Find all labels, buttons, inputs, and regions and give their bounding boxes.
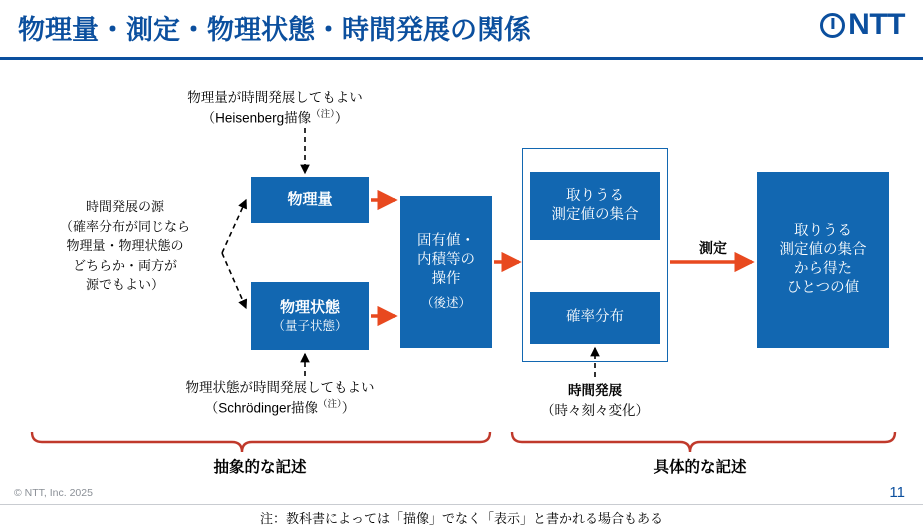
footer-divider [0,504,923,505]
heisenberg-caption-line2: （Heisenberg描像$^{(注)}$） [201,109,349,126]
heisenberg-caption [150,88,400,129]
box-operations-sub: （後述） [420,296,471,311]
box-physical-state-label: 物理状態 [279,298,340,316]
box-operations [400,196,492,348]
box-physical-state-sub: （量子状態） [272,318,348,333]
source-line3: 物理量・物理状態の [66,238,184,253]
footnote-text: 注：教科書によっては「描像」でなく「表示」と書かれる場合もある [259,511,663,526]
box-measurement-result-line1: 取りうる [794,222,852,239]
source-line1: 時間発展の源 [85,199,164,214]
page-title: 物理量・測定・物理状態・時間発展の関係 [18,15,531,45]
box-observable-label: 物理量 [287,191,333,209]
schrodinger-footnote-marker: （注） [318,399,342,411]
box-measurement-result-line2: 測定値の集合 [779,241,867,258]
time-evolution-caption [520,381,670,422]
time-evolution-source-caption [30,197,220,295]
heisenberg-caption-line1: 物理量が時間発展してもよい [187,90,363,105]
box-probability-distribution [530,292,660,344]
box-operations-line3: 操作 [431,271,461,288]
box-probability-distribution-label: 確率分布 [566,309,624,326]
time-evolution-title: 時間発展 [568,383,622,398]
schrodinger-caption-line2: （Schrödinger描像$^{(注)}$） [204,399,356,416]
time-evolution-sub: （時々刻々変化） [541,403,649,419]
header-divider [0,57,923,60]
page-number: 11 [889,484,905,501]
box-physical-state [251,282,369,350]
measurement-arrow-label: 測定 [699,240,727,256]
heisenberg-footnote-marker: （注） [311,109,335,121]
box-value-set [530,172,660,240]
box-operations-line1: 固有値・ [417,233,475,250]
copyright-text: © NTT, Inc. 2025 [14,487,93,499]
ntt-logo [820,10,905,40]
arrow-source-to-state [222,253,246,308]
schrodinger-caption [150,378,410,419]
source-line4: どちらか・両方が [72,257,177,273]
source-line5: 源でもよい） [85,277,164,292]
box-observable [251,177,369,223]
box-measurement-result-line4: ひとつの値 [786,280,860,297]
box-value-set-line1: 取りうる [566,187,624,204]
schrodinger-caption-line1: 物理状態が時間発展してもよい [185,380,375,395]
abstract-description-label: 抽象的な記述 [213,459,307,476]
ntt-logo-mark-icon [820,13,845,38]
bracket-concrete [512,432,895,452]
box-measurement-result-line3: から得た [794,261,852,277]
bracket-abstract [32,432,490,452]
ntt-logo-text: NTT [848,8,905,41]
source-line2: （確率分布が同じなら [59,218,190,234]
concrete-description-label: 具体的な記述 [653,459,747,476]
box-value-set-line2: 測定値の集合 [551,207,639,223]
box-measurement-result [757,172,889,348]
box-operations-line2: 内積等の [417,252,475,269]
arrow-source-to-observable [222,200,246,253]
